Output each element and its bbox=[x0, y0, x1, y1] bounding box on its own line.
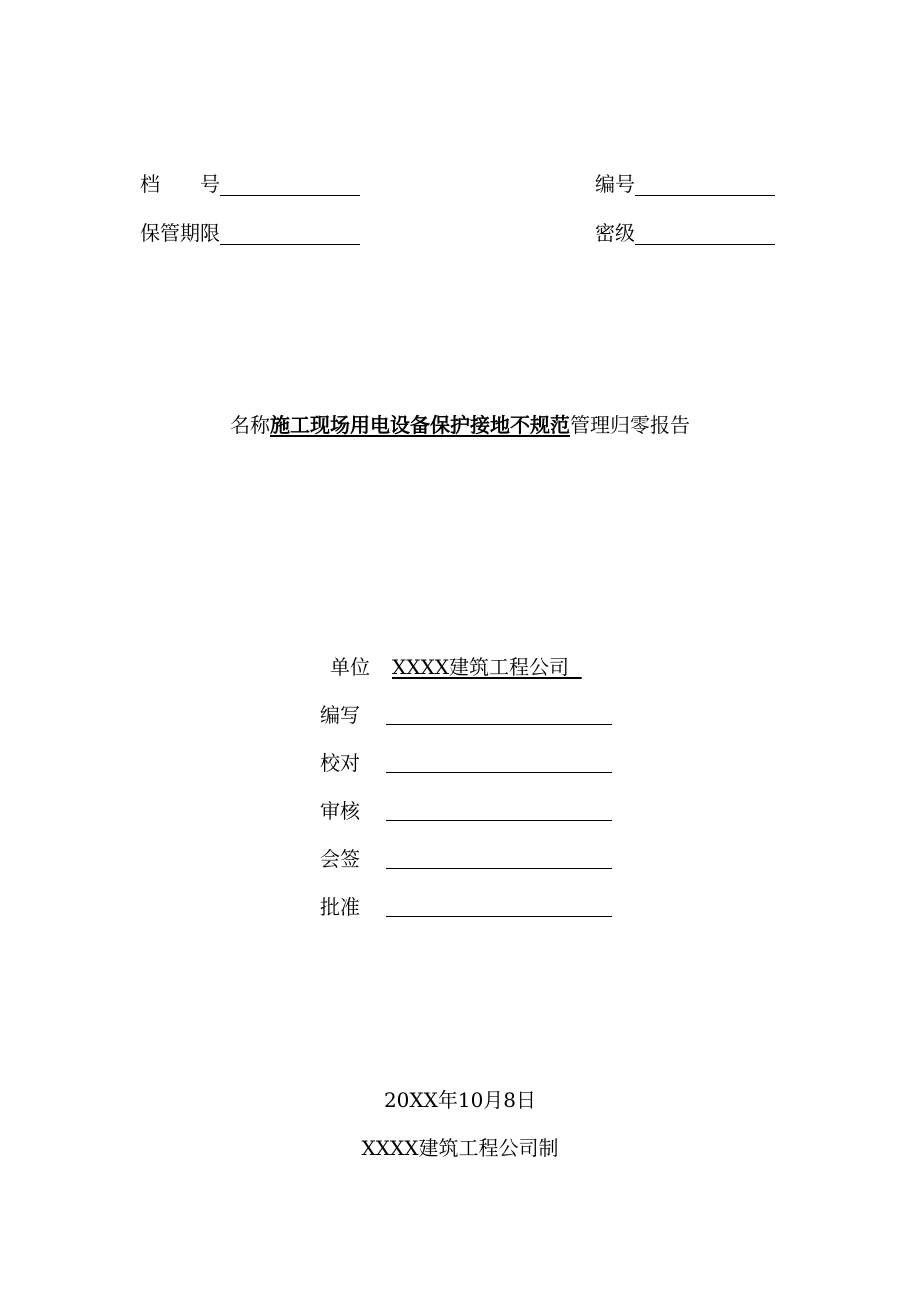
unit-value: XXXX建筑工程公司 bbox=[392, 655, 569, 679]
title-subject: 施工现场用电设备保护接地不规范 bbox=[270, 413, 570, 437]
archive-number-label: 档 号 bbox=[140, 172, 220, 196]
retention-period-blank[interactable] bbox=[220, 224, 360, 245]
retention-period-field bbox=[140, 221, 360, 245]
sign-row-approve-label: 批准 bbox=[320, 895, 360, 919]
serial-number-blank[interactable] bbox=[635, 175, 775, 196]
sign-row-compile-line[interactable] bbox=[386, 723, 612, 725]
retention-period-label: 保管期限 bbox=[140, 221, 220, 245]
unit-field bbox=[330, 655, 582, 679]
document-title bbox=[0, 413, 920, 437]
title-prefix: 名称 bbox=[230, 413, 270, 437]
issuer-line: XXXX建筑工程公司制 bbox=[361, 1136, 559, 1160]
secrecy-level-blank[interactable] bbox=[635, 224, 775, 245]
sign-row-proofread-line[interactable] bbox=[386, 771, 612, 773]
secrecy-level-field bbox=[595, 221, 775, 245]
sign-row-compile-label: 编写 bbox=[320, 703, 360, 727]
serial-number-field bbox=[595, 172, 775, 196]
report-date: 20XX年10月8日 bbox=[383, 1088, 537, 1112]
sign-row-approve-line[interactable] bbox=[386, 915, 612, 917]
sign-row-review-line[interactable] bbox=[386, 819, 612, 821]
sign-row-proofread-label: 校对 bbox=[320, 751, 360, 775]
archive-number-blank[interactable] bbox=[220, 175, 360, 196]
title-suffix: 管理归零报告 bbox=[570, 413, 690, 437]
sign-row-review-label: 审核 bbox=[320, 799, 360, 823]
unit-label: 单位 bbox=[330, 655, 370, 679]
sign-row-countersign-label: 会签 bbox=[320, 847, 360, 871]
serial-number-label: 编号 bbox=[595, 172, 635, 196]
secrecy-level-label: 密级 bbox=[595, 221, 635, 245]
sign-row-countersign-line[interactable] bbox=[386, 867, 612, 869]
archive-number-field bbox=[140, 172, 360, 196]
